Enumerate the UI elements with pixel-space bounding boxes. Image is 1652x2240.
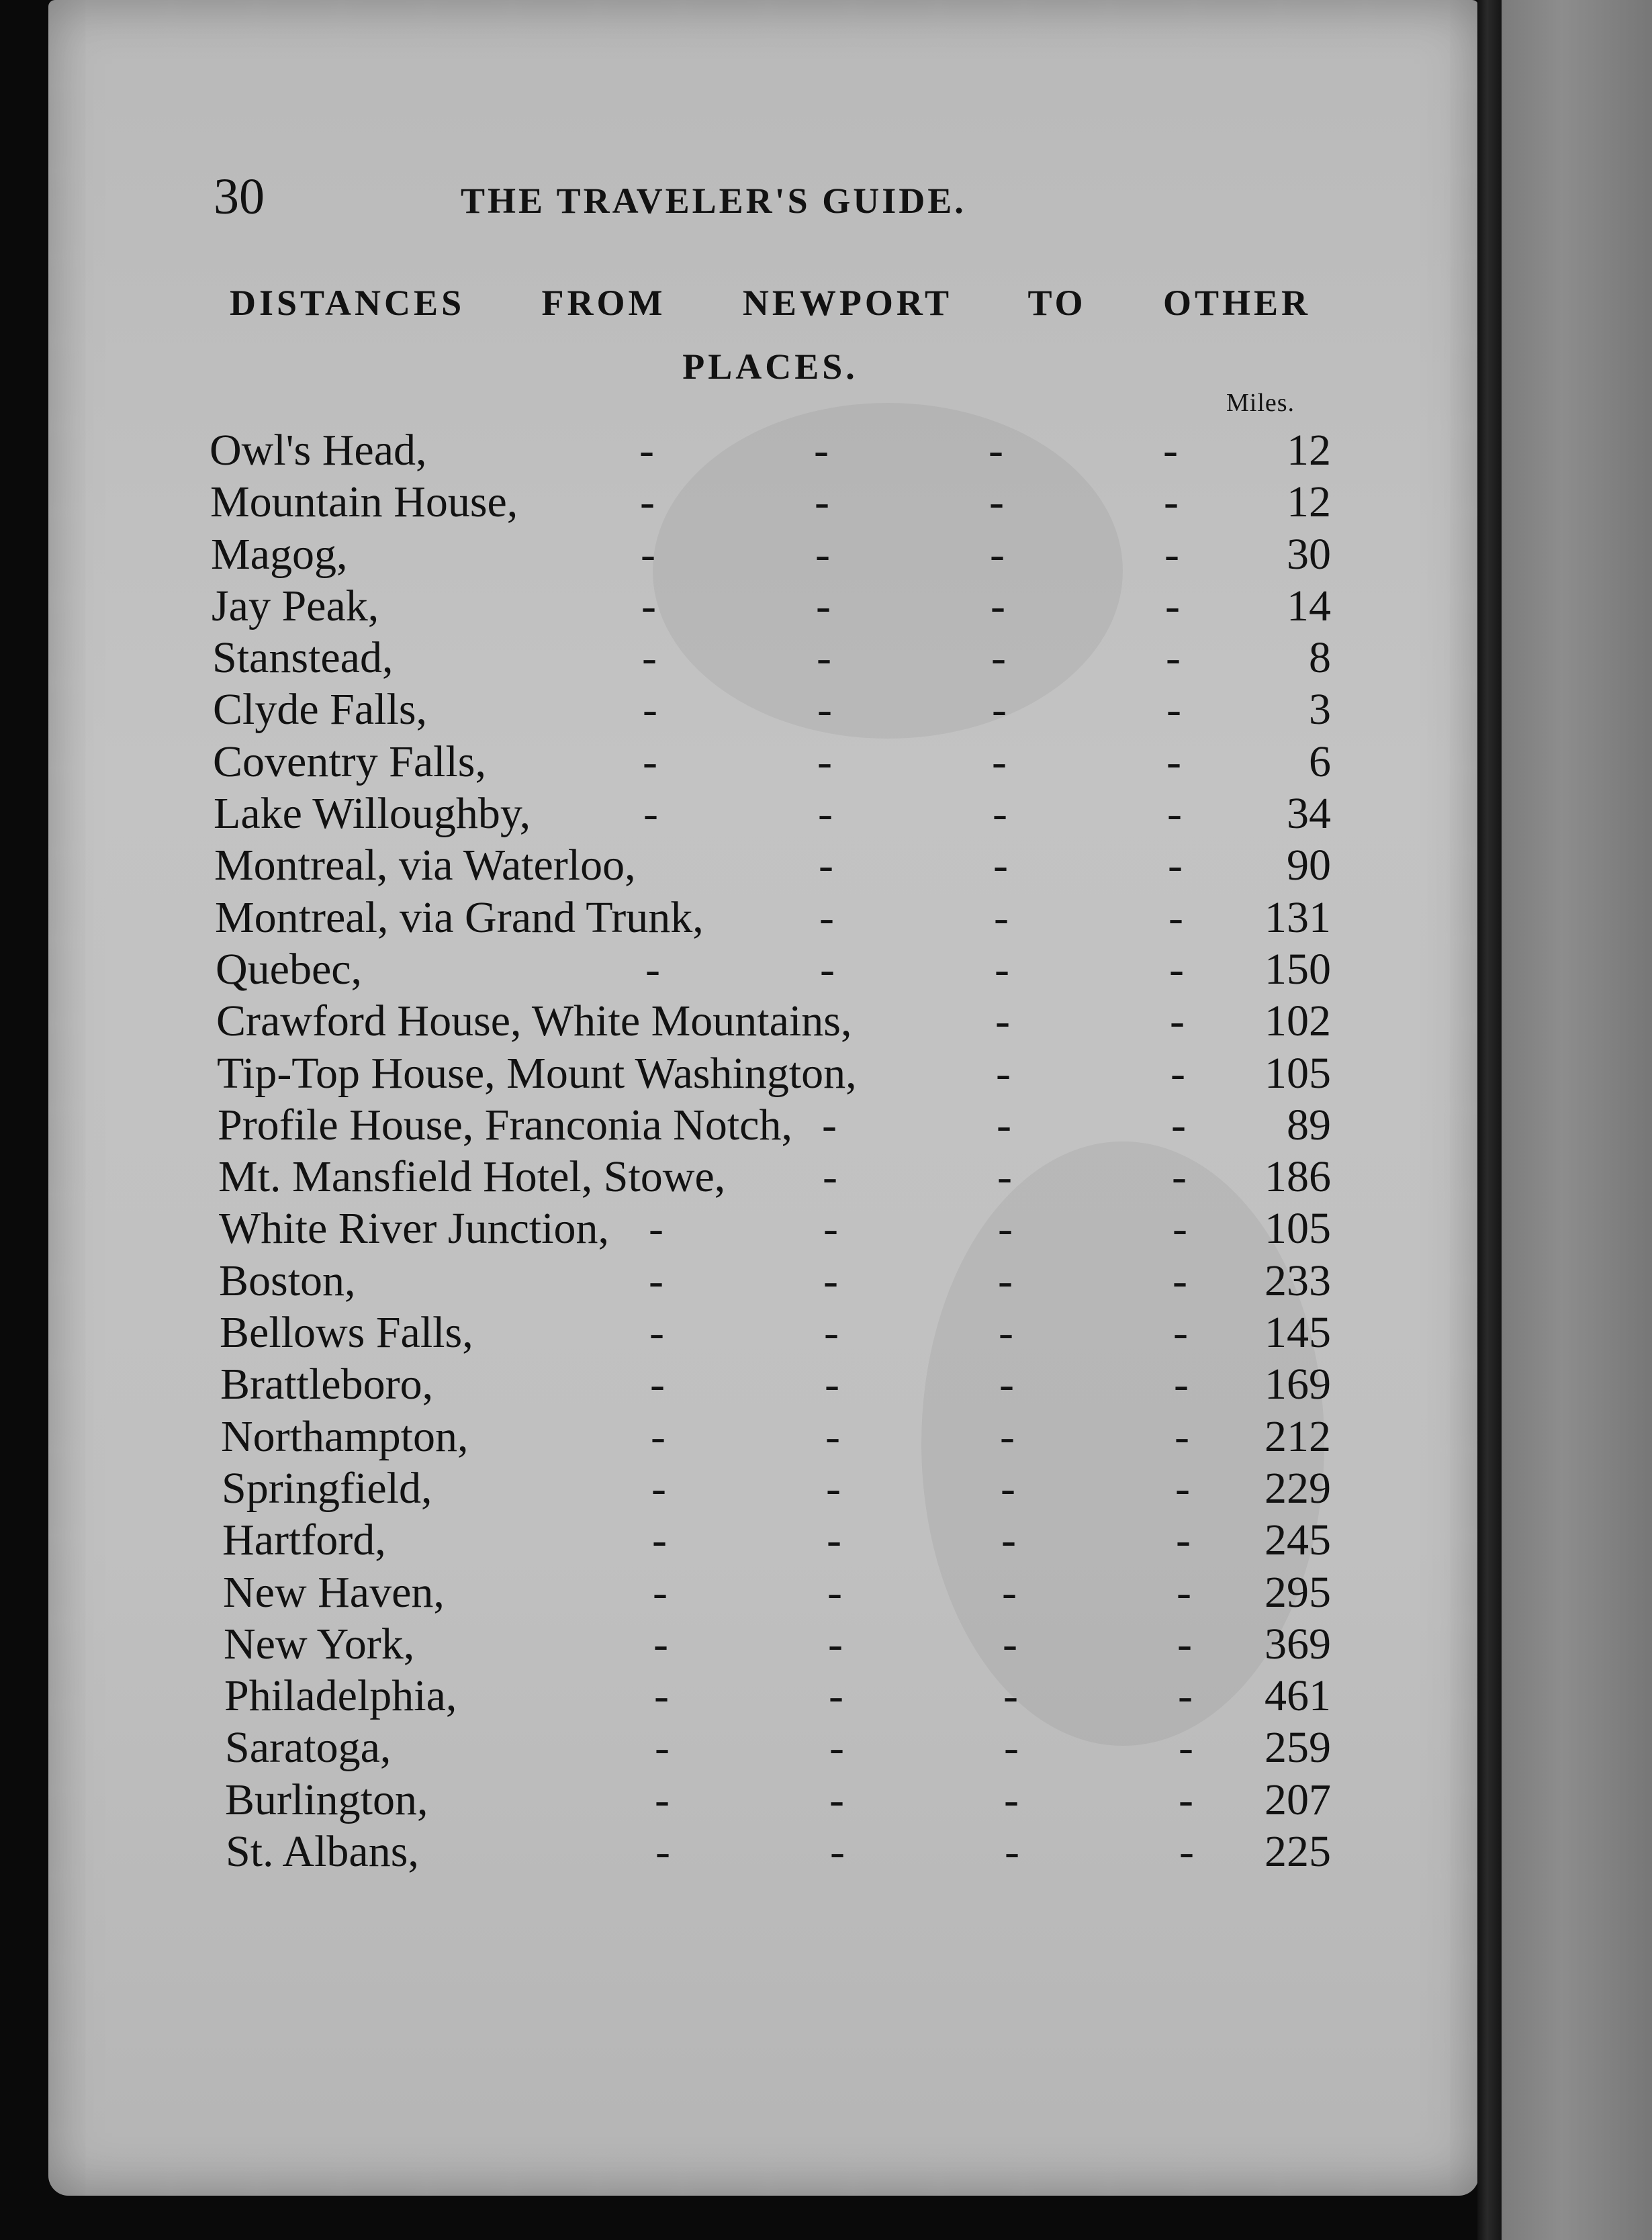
miles-value: 89 — [1287, 1100, 1331, 1150]
distance-row — [211, 528, 1351, 580]
leader-dashes: - - - - — [649, 1308, 1188, 1358]
distance-row — [225, 1722, 1351, 1773]
distance-row — [222, 1514, 1351, 1566]
book-gutter — [1477, 0, 1502, 2240]
distance-row — [213, 736, 1351, 788]
miles-value: 12 — [1287, 426, 1331, 475]
miles-value: 229 — [1265, 1463, 1331, 1513]
leader-dashes: - - - - — [641, 529, 1179, 579]
miles-value: 207 — [1265, 1775, 1331, 1824]
leader-dashes: - - - - — [639, 426, 1178, 475]
miles-value: 245 — [1265, 1515, 1331, 1565]
distance-row — [226, 1826, 1351, 1877]
leader-dashes: - - - - — [655, 1827, 1194, 1877]
leader-dashes: - - - - — [643, 737, 1181, 786]
leader-dashes: - - - - — [643, 685, 1181, 735]
place-name: Clyde Falls, — [213, 685, 428, 735]
miles-value: 6 — [1309, 737, 1331, 786]
miles-value: 150 — [1265, 944, 1331, 994]
leader-dashes: - - - - — [653, 1567, 1191, 1617]
distance-row — [219, 1203, 1351, 1254]
miles-value: 212 — [1265, 1411, 1331, 1461]
miles-value: 186 — [1265, 1152, 1331, 1202]
place-name: Brattleboro, — [220, 1360, 434, 1409]
place-name: Philadelphia, — [224, 1671, 457, 1721]
leader-dashes: - - - - — [649, 1256, 1187, 1305]
miles-value: 8 — [1309, 633, 1331, 683]
miles-value: 461 — [1265, 1671, 1331, 1721]
leader-dashes: - - — [995, 996, 1185, 1046]
place-name: Magog, — [211, 529, 348, 579]
leader-dashes: - - - - — [643, 789, 1182, 839]
leader-dashes: - - - - — [655, 1723, 1193, 1773]
miles-value: 131 — [1265, 892, 1331, 942]
distance-row — [214, 839, 1351, 891]
place-name: St. Albans, — [226, 1827, 419, 1877]
miles-value: 105 — [1265, 1048, 1331, 1098]
distance-row — [210, 476, 1351, 528]
leader-dashes: - - - - — [652, 1515, 1191, 1565]
miles-value: 90 — [1287, 841, 1331, 890]
place-name: Tip-Top House, Mount Washington, — [217, 1048, 857, 1098]
distance-row — [217, 1047, 1351, 1099]
distance-row — [223, 1567, 1351, 1618]
distance-table — [210, 424, 1351, 1877]
miles-value: 295 — [1265, 1567, 1331, 1617]
leader-dashes: - - - - — [641, 581, 1180, 631]
miles-value: 3 — [1309, 685, 1331, 735]
leader-dashes: - - - - — [655, 1775, 1193, 1824]
leader-dashes: - - - - — [645, 944, 1184, 994]
place-name: Lake Willoughby, — [214, 789, 531, 839]
miles-value: 145 — [1265, 1308, 1331, 1358]
section-title: DISTANCES FROM NEWPORT TO OTHER — [230, 283, 1311, 323]
place-name: Coventry Falls, — [213, 737, 486, 786]
miles-value: 369 — [1265, 1619, 1331, 1669]
place-name: Northampton, — [221, 1411, 469, 1461]
place-name: Bellows Falls, — [220, 1308, 473, 1358]
miles-value: 169 — [1265, 1360, 1331, 1409]
place-name: Montreal, via Waterloo, — [214, 841, 636, 890]
miles-value: 34 — [1287, 789, 1331, 839]
place-name: Burlington, — [225, 1775, 428, 1824]
place-name: Owl's Head, — [210, 426, 427, 475]
miles-value: 102 — [1265, 996, 1331, 1046]
place-name: Stanstead, — [212, 633, 394, 683]
distance-row — [224, 1670, 1351, 1722]
leader-dashes: - - — [996, 1048, 1185, 1098]
distance-row — [224, 1618, 1351, 1670]
leader-dashes: - - - — [823, 1152, 1187, 1202]
distance-row — [218, 1099, 1351, 1151]
page-number: 30 — [214, 169, 265, 225]
distance-row — [219, 1255, 1351, 1307]
distance-row — [222, 1462, 1351, 1514]
distance-row — [225, 1774, 1351, 1826]
distance-row — [210, 424, 1351, 476]
place-name: Mountain House, — [210, 477, 518, 527]
leader-dashes: - - - - — [653, 1619, 1192, 1669]
leader-dashes: - - - - — [651, 1411, 1189, 1461]
distance-row — [212, 580, 1351, 632]
distance-row — [218, 1151, 1351, 1203]
running-head: THE TRAVELER'S GUIDE. — [461, 181, 966, 221]
miles-value: 259 — [1265, 1723, 1331, 1773]
leader-dashes: - - - - — [640, 477, 1179, 527]
distance-row — [213, 684, 1351, 735]
distance-row — [215, 892, 1351, 943]
leader-dashes: - - - — [822, 1100, 1186, 1150]
place-name: Boston, — [219, 1256, 356, 1305]
distance-row — [220, 1358, 1351, 1410]
leader-dashes: - - - - — [649, 1204, 1187, 1254]
place-name: Profile House, Franconia Notch, — [218, 1100, 792, 1150]
leader-dashes: - - - - — [651, 1463, 1190, 1513]
place-name: Mt. Mansfield Hotel, Stowe, — [218, 1152, 726, 1202]
distance-row — [212, 632, 1351, 684]
miles-value: 12 — [1287, 477, 1331, 527]
place-name: Quebec, — [216, 944, 363, 994]
place-name: Saratoga, — [225, 1723, 392, 1773]
place-name: Hartford, — [222, 1515, 386, 1565]
distance-row — [216, 995, 1351, 1047]
leader-dashes: - - - — [819, 892, 1183, 942]
section-title-continued: PLACES. — [682, 346, 858, 387]
place-name: Jay Peak, — [212, 581, 379, 631]
distance-row — [214, 788, 1351, 839]
miles-value: 30 — [1287, 529, 1331, 579]
distance-row — [221, 1411, 1351, 1462]
leader-dashes: - - - - — [654, 1671, 1193, 1721]
place-name: New York, — [224, 1619, 415, 1669]
place-name: Springfield, — [222, 1463, 432, 1513]
miles-value: 14 — [1287, 581, 1331, 631]
miles-value: 233 — [1265, 1256, 1331, 1305]
distance-row — [216, 943, 1351, 995]
leader-dashes: - - - — [819, 841, 1183, 890]
miles-column-header: Miles. — [1226, 389, 1295, 417]
leader-dashes: - - - - — [642, 633, 1181, 683]
distance-row — [220, 1307, 1351, 1358]
miles-value: 105 — [1265, 1204, 1331, 1254]
leader-dashes: - - - - — [650, 1360, 1189, 1409]
miles-value: 225 — [1265, 1827, 1331, 1877]
adjacent-page-edge — [1502, 0, 1652, 2240]
place-name: Crawford House, White Mountains, — [216, 996, 852, 1046]
place-name: White River Junction, — [219, 1204, 610, 1254]
place-name: New Haven, — [223, 1567, 445, 1617]
place-name: Montreal, via Grand Trunk, — [215, 892, 704, 942]
